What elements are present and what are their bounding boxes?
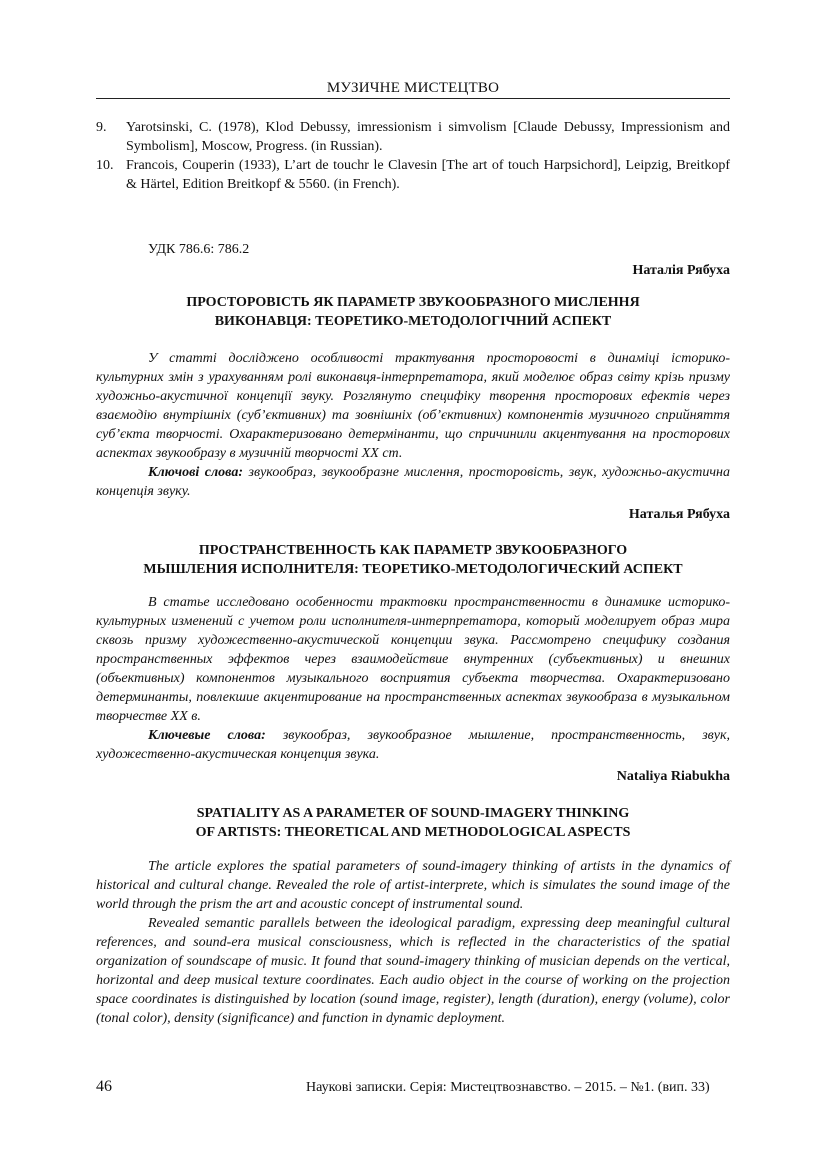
author-en: Nataliya Riabukha bbox=[616, 769, 730, 784]
header-rule bbox=[96, 98, 730, 99]
author-ru: Наталья Рябуха bbox=[628, 507, 730, 522]
abstract-text: В статье исследовано особенности трактовки пространственности в динамике историко-культурных изменений с учетом роли исполнителя-интерпретатора, который моделирует образ мира сквозь призму художественно-акустической концепции звука. Рассмотрено специфику создания пространственных эффектов через взаимодействие внутренних (субъективных) и внешних (объективных) компонентов музыкального восприятия субъекта творчества. Охарактеризовано детерминанты, повлекшие акцентирование на пространственных аспектах звукообраза в музыкальном творчестве ХХ в. bbox=[96, 595, 730, 724]
title-line: OF ARTISTS: THEORETICAL AND METHODOLOGICAL ASPECTS bbox=[195, 825, 631, 840]
title-line: МЫШЛЕНИЯ ИСПОЛНИТЕЛЯ: ТЕОРЕТИКО-МЕТОДОЛОГИЧЕСКИЙ АСПЕКТ bbox=[143, 562, 683, 577]
reference-item bbox=[96, 156, 730, 194]
abstract-ru bbox=[96, 593, 730, 764]
abstract-text: У статті досліджено особливості трактування просторовості в динаміці історико-культурних змін з урахуванням ролі виконавця-інтерпретатора, який моделює образ світу крізь призму художньо-акустичної концепції звуку. Розглянуто специфіку творення просторових ефектів через взаємодію внутрішніх (суб’єктивних) та зовнішніх (об’єктивних) компонентів музичного сприйняття суб’єкта творчості. Охарактеризовано детермінанти, що спричинили акцентування на просторових аспектах звукообразу в музичній творчості ХХ ст. bbox=[96, 351, 730, 461]
title-en bbox=[96, 804, 730, 842]
abstract-paragraph: Revealed semantic parallels between the ideological paradigm, expressing deep meaningful cultural references, and sound-era musical consciousness, which is reflected in the characteristics of the spatial organization of soundscape of music. It found that sound-imagery thinking of musician depends on the vertical, horizontal and deep musical texture coordinates. Each audio object in the course of working on the projection space coordinates is distinguished by location (sound image, register), length (duration), energy (volume), color (tonal color), density (significance) and function in dynamic deployment. bbox=[96, 916, 730, 1026]
keywords-text: звукообраз, звукообразне мислення, просторовість, звук, художньо-акустична концепція звуку. bbox=[96, 465, 730, 499]
journal-citation: Наукові записки. Серія: Мистецтвознавство. – 2015. – №1. (вип. 33) bbox=[306, 1080, 710, 1095]
keywords bbox=[96, 463, 730, 501]
keywords-text: звукообраз, звукообразное мышление, пространственность, звук, художественно-акустическая концепция звука. bbox=[96, 728, 731, 762]
keywords-label: Ключові слова: bbox=[148, 465, 243, 480]
reference-list bbox=[96, 118, 730, 194]
reference-text: Francois, Couperin (1933), L’art de touchr le Clavesin [The art of touch Harpsichord], Leipzig, Breitkopf & Härtel, Edition Breitkopf & 5560. (in French). bbox=[126, 158, 730, 192]
author-ua: Наталія Рябуха bbox=[632, 263, 730, 278]
reference-item bbox=[96, 118, 730, 156]
keywords-label: Ключевые слова: bbox=[148, 728, 266, 743]
reference-text: Yarotsinski, C. (1978), Klod Debussy, imressionism i simvolism [Claude Debussy, Impressionism and Symbolism], Moscow, Progress. (in Russian). bbox=[126, 120, 730, 154]
keywords bbox=[96, 726, 730, 764]
udc-code: УДК 786.6: 786.2 bbox=[148, 242, 250, 257]
reference-number: 10. bbox=[96, 158, 114, 173]
abstract-en bbox=[96, 857, 730, 1028]
title-line: ПРОСТОРОВІСТЬ ЯК ПАРАМЕТР ЗВУКООБРАЗНОГО МИСЛЕННЯ bbox=[186, 295, 640, 310]
page-number: 46 bbox=[96, 1078, 112, 1095]
title-line: SPATIALITY AS A PARAMETER OF SOUND-IMAGERY THINKING bbox=[196, 806, 630, 821]
reference-number: 9. bbox=[96, 120, 107, 135]
abstract-paragraph: The article explores the spatial parameters of sound-imagery thinking of artists in the dynamics of historical and cultural change. Revealed the role of artist-interprete, which is simulates the sound image of the world through the prism the art and acoustic concept of instrumental sound. bbox=[96, 859, 730, 912]
title-ua bbox=[96, 293, 730, 331]
title-line: ПРОСТРАНСТВЕННОСТЬ КАК ПАРАМЕТР ЗВУКООБРАЗНОГО bbox=[198, 543, 628, 558]
title-ru bbox=[96, 541, 730, 579]
running-head: МУЗИЧНЕ МИСТЕЦТВО bbox=[326, 80, 500, 96]
title-line: ВИКОНАВЦЯ: ТЕОРЕТИКО-МЕТОДОЛОГІЧНИЙ АСПЕКТ bbox=[214, 314, 612, 329]
abstract-ua bbox=[96, 349, 730, 501]
